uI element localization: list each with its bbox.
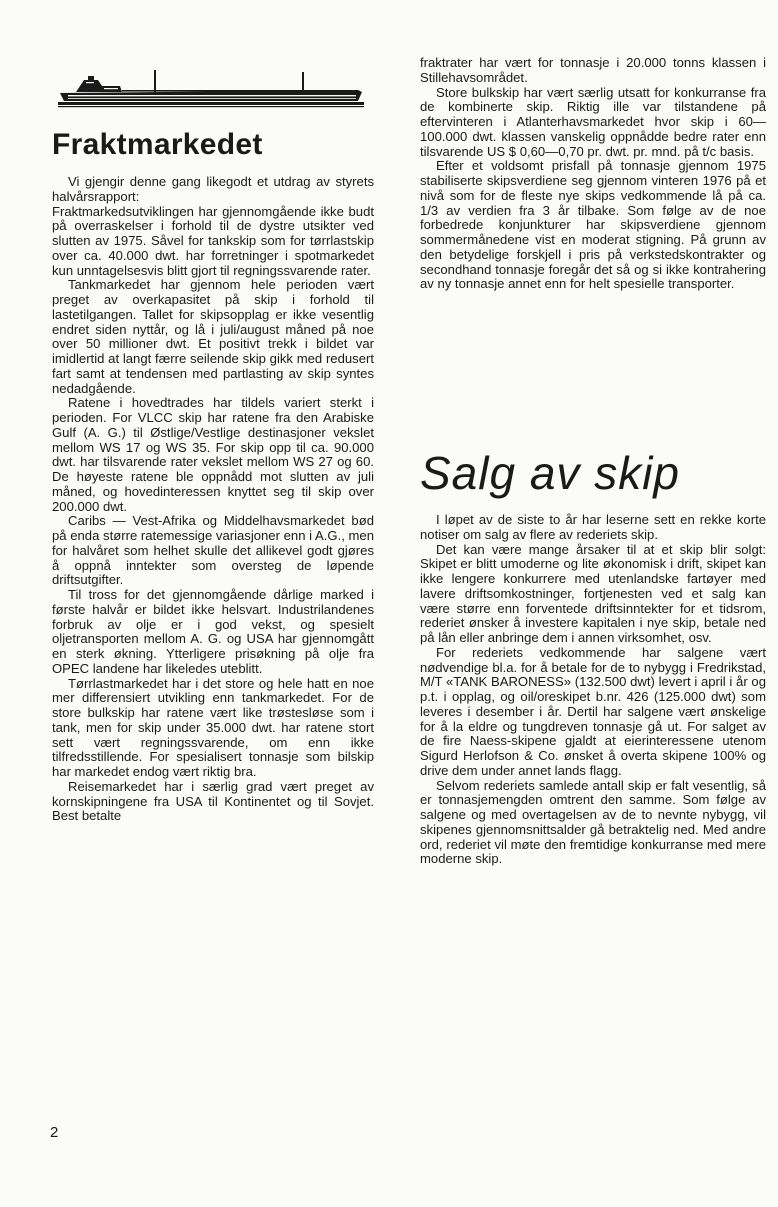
paragraph: Det kan være mange årsaker til at et skip blir solgt: Skipet er blitt umoderne og lite økonomisk i drift, skipet kan ikke lengere konkurrere med utenlandske fartøyer med lavere driftsomkostninger, fortjenesten ved et salg kan være større enn forventede driftsinntekter for et tidsrom, rederiet ønsker å investere kapitalen i nye skip, betale ned på lån eller anbringe dem i annen virksomhet, osv. (420, 541, 766, 645)
paragraph: Caribs — Vest-Afrika og Middelhavsmarkedet bød på enda større ratemessige variasjoner enn i A.G., men for halvåret som helhet skulle det allikevel godt gjøres å oppnå inntekter som oversteg de løpende driftsutgifter. (52, 513, 374, 588)
paragraph: Efter et voldsomt prisfall på tonnasje gjennom 1975 stabiliserte skipsverdiene seg gjennom vinteren 1976 på et nivå som for de fleste nye skips vedkommende lå på ca. 1/3 av verdien fra 3 år tilbake. Som følge av de noe forbedrede konjunkturer har skipsverdiene gjennom sommermånedene vist en moderat stigning. På grunn av den betydelige forskjell i pris på verkstedskontrakter og secondhand tonnasje foregår det så og si ikke kontrahering av ny tonnasje annet enn for helt spesielle transporter. (420, 158, 766, 292)
left-column-text (52, 175, 374, 824)
heading-fraktmarkedet: Fraktmarkedet (52, 128, 263, 161)
paragraph: Vi gjengir denne gang likegodt et utdrag av styrets halvårsrapport: (52, 174, 374, 204)
heading-salg-av-skip: Salg av skip (420, 447, 681, 499)
paragraph: Tankmarkedet har gjennom hele perioden vært preget av overkapasitet på skip i forhold til lastetilgangen. Tallet for skipsopplag er ikke vesentlig endret siden nyttår, og lå i juli/august måned på noe over 50 millioner dwt. Et positivt trekk i bildet var imidlertid at langt færre seilende skip gikk med redusert fart samt at tendensen med partlasting av skip syntes nedadgående. (52, 277, 374, 396)
paragraph: Fraktmarkedsutviklingen har gjennomgående ikke budt på overraskelser i forhold til de dystre utsikter ved slutten av 1975. Såvel for tankskip som for tørrlastskip over ca. 40.000 dwt. har forretninger i spotmarkedet kun unntagelsesvis blitt gjort til regningssvarende rater. (52, 203, 374, 278)
paragraph: Ratene i hovedtrades har tildels variert sterkt i perioden. For VLCC skip har ratene fra den Arabiske Gulf (A. G.) til Østlige/Vestlige destinasjoner vekslet mellom WS 17 og WS 35. For skip opp til ca. 90.000 dwt. har tilsvarende rater vekslet mellom WS 27 og 60. De høyeste ratene ble oppnådd mot slutten av juli måned, og hovedinteressen knyttet seg til skip over 200.000 dwt. (52, 395, 374, 514)
paragraph: For rederiets vedkommende har salgene vært nødvendige bl.a. for å betale for de to nybygg i Fredrikstad, M/T «TANK BARONESS» (132.500 dwt) levert i april i år og p.t. i opplag, og oil/oreskipet b.nr. 426 (125.000 dwt) som leveres i desember i år. Dertil har salgene vært ønskelige for å la eldre og tungdreven tonnasje gå ut. For salget av de fire Naess-skipene gjaldt at eierinteressene utenom Sigurd Herlofson & Co. ønsket å overta skipene 100% og drive dem under annet lands flagg. (420, 644, 766, 778)
paragraph: I løpet av de siste to år har leserne sett en rekke korte notiser om salg av flere av rederiets skip. (420, 512, 766, 542)
paragraph: Tørrlastmarkedet har i det store og hele hatt en noe mer differensiert utvikling enn tankmarkedet. For de store bulkskip har ratene vært like trøstesløse som i tank, men for skip under 35.000 dwt. har ratene stort sett vært regningssvarende, om enn ikke tilfredsstillende. For spesialisert tonnasje som bilskip har markedet endog vært riktig bra. (52, 675, 374, 779)
tanker-ship-icon (58, 66, 364, 110)
right-column-bottom-text (420, 513, 766, 867)
paragraph: Reisemarkedet har i særlig grad vært preget av kornskipningene fra USA til Kontinentet og til Sovjet. Best betalte (52, 778, 374, 824)
page-number: 2 (50, 1124, 59, 1141)
paragraph: Store bulkskip har vært særlig utsatt for konkurranse fra de kombinerte skip. Riktig ille var tilstandene på eftervinteren i Atlanterhavsmarkedet hvor skip i 60—100.000 dwt. klassen vanskelig oppnådde bedre rater enn tilsvarende US $ 0,60—0,70 pr. dwt. pr. mnd. på t/c basis. (420, 84, 766, 159)
paragraph: Selvom rederiets samlede antall skip er falt vesentlig, så er tonnasjemengden omtrent den samme. Som følge av salgene og med overtagelsen av de to nevnte nybygg, vil skipenes gjennomsnittsalder gå betraktelig ned. Med andre ord, rederiet vil møte den fremtidige konkurranse med mere moderne skip. (420, 777, 766, 867)
paragraph-continuation: fraktrater har vært for tonnasje i 20.000 tonns klassen i Stillehavsområdet. (420, 55, 766, 85)
paragraph: Til tross for det gjennomgående dårlige marked i første halvår er bildet ikke helsvart. Industrilandenes forbruk av olje er i god vekst, og spesielt oljetransporten mellom A. G. og USA har gjennomgått en sterk økning. Ytterligere prisøkning på olje fra OPEC landene har likeledes uteblitt. (52, 587, 374, 676)
right-column-top-text (420, 56, 766, 292)
